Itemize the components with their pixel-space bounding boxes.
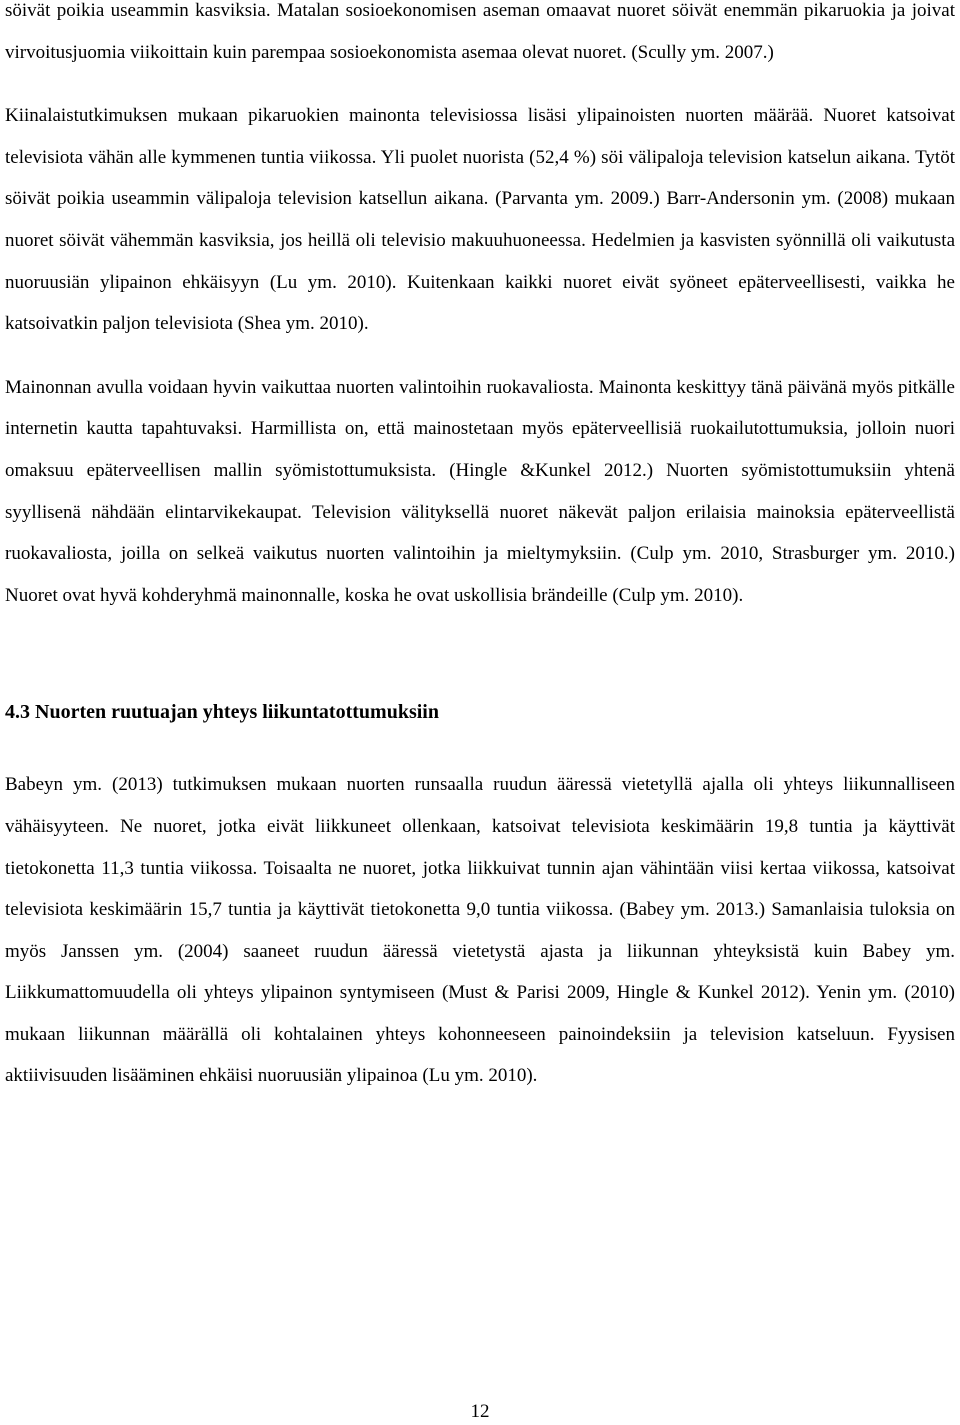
document-page [5, 0, 955, 1097]
paragraph-marketing: Mainonnan avulla voidaan hyvin vaikuttaa nuorten valintoihin ruokavaliosta. Mainonta keskittyy tänä päivänä myös pitkälle internetin kautta tapahtuvaksi. Harmillista on, että mainostetaan myös epäterveellisiä ruokailutottumuksia, jolloin nuori omaksuu epäterveellisen mallin syömistottumuksista. (Hingle &Kunkel 2012.) Nuorten syömistottumuksiin yhtenä syyllisenä nähdään elintarvikekaupat. Television välityksellä nuoret näkevät paljon erilaisia mainoksia epäterveellistä ruokavaliosta, joilla on selkeä vaikutus nuorten valintoihin ja mieltymyksiin. (Culp ym. 2010, Strasburger ym. 2010.) Nuoret ovat hyvä kohderyhmä mainonnalle, koska he ovat uskollisia brändeille (Culp ym. 2010). [5, 376, 955, 606]
page-number: 12 [470, 1401, 490, 1422]
paragraph-screen-time-exercise: Babeyn ym. (2013) tutkimuksen mukaan nuorten runsaalla ruudun ääressä vietetyllä ajalla oli yhteys liikunnalliseen vähäisyyteen. Ne nuoret, jotka eivät liikkuneet ollenkaan, katsoivat televisiota keskimäärin 19,8 tuntia ja käyttivät tietokonetta 11,3 tuntia viikossa. Toisaalta ne nuoret, jotka liikkuivat tunnin ajan vähintään viisi kertaa viikossa, katsoivat televisiota keskimäärin 15,7 tuntia ja käyttivät tietokonetta 9,0 tuntia viikossa. (Babey ym. 2013.) Samanlaisia tuloksia on myös Janssen ym. (2004) saaneet ruudun ääressä vietetystä ajasta ja liikunnan yhteyksistä kuin Babey ym. Liikkumattomuudella oli yhteys ylipainon syntymiseen (Must & Parisi 2009, Hingle & Kunkel 2012). Yenin ym. (2010) mukaan liikunnan määrällä oli kohtalainen yhteys kohonneeseen painoindeksiin ja television katseluun. Fyysisen aktiivisuuden lisääminen ehkäisi nuoruusiän ylipainoa (Lu ym. 2010). [5, 774, 955, 1087]
paragraph-diet-socioeconomic: söivät poikia useammin kasviksia. Matalan sosioekonomisen aseman omaavat nuoret söivät enemmän pikaruokia ja joivat virvoitusjuomia viikoittain kuin parempaa sosioekonomista asemaa olevat nuoret. (Scully ym. 2007.) [5, 0, 955, 63]
paragraph-tv-advertising: Kiinalaistutkimuksen mukaan pikaruokien mainonta televisiossa lisäsi ylipainoisten nuorten määrää. Nuoret katsoivat televisiota vähän alle kymmenen tuntia viikossa. Yli puolet nuorista (52,4 %) söi välipaloja television katselun aikana. Tytöt söivät poikia useammin välipaloja television katsellun aikana. (Parvanta ym. 2009.) Barr-Andersonin ym. (2008) mukaan nuoret söivät vähemmän kasviksia, jos heillä oli televisio makuuhuoneessa. Hedelmien ja kasvisten syönnillä oli vaikutusta nuoruusiän ylipainon ehkäisyyn (Lu ym. 2010). Kuitenkaan kaikki nuoret eivät syöneet epäterveellisesti, vaikka he katsoivatkin paljon televisiota (Shea ym. 2010). [5, 105, 955, 335]
section-heading: 4.3 Nuorten ruutuajan yhteys liikuntatottumuksiin [5, 701, 439, 724]
